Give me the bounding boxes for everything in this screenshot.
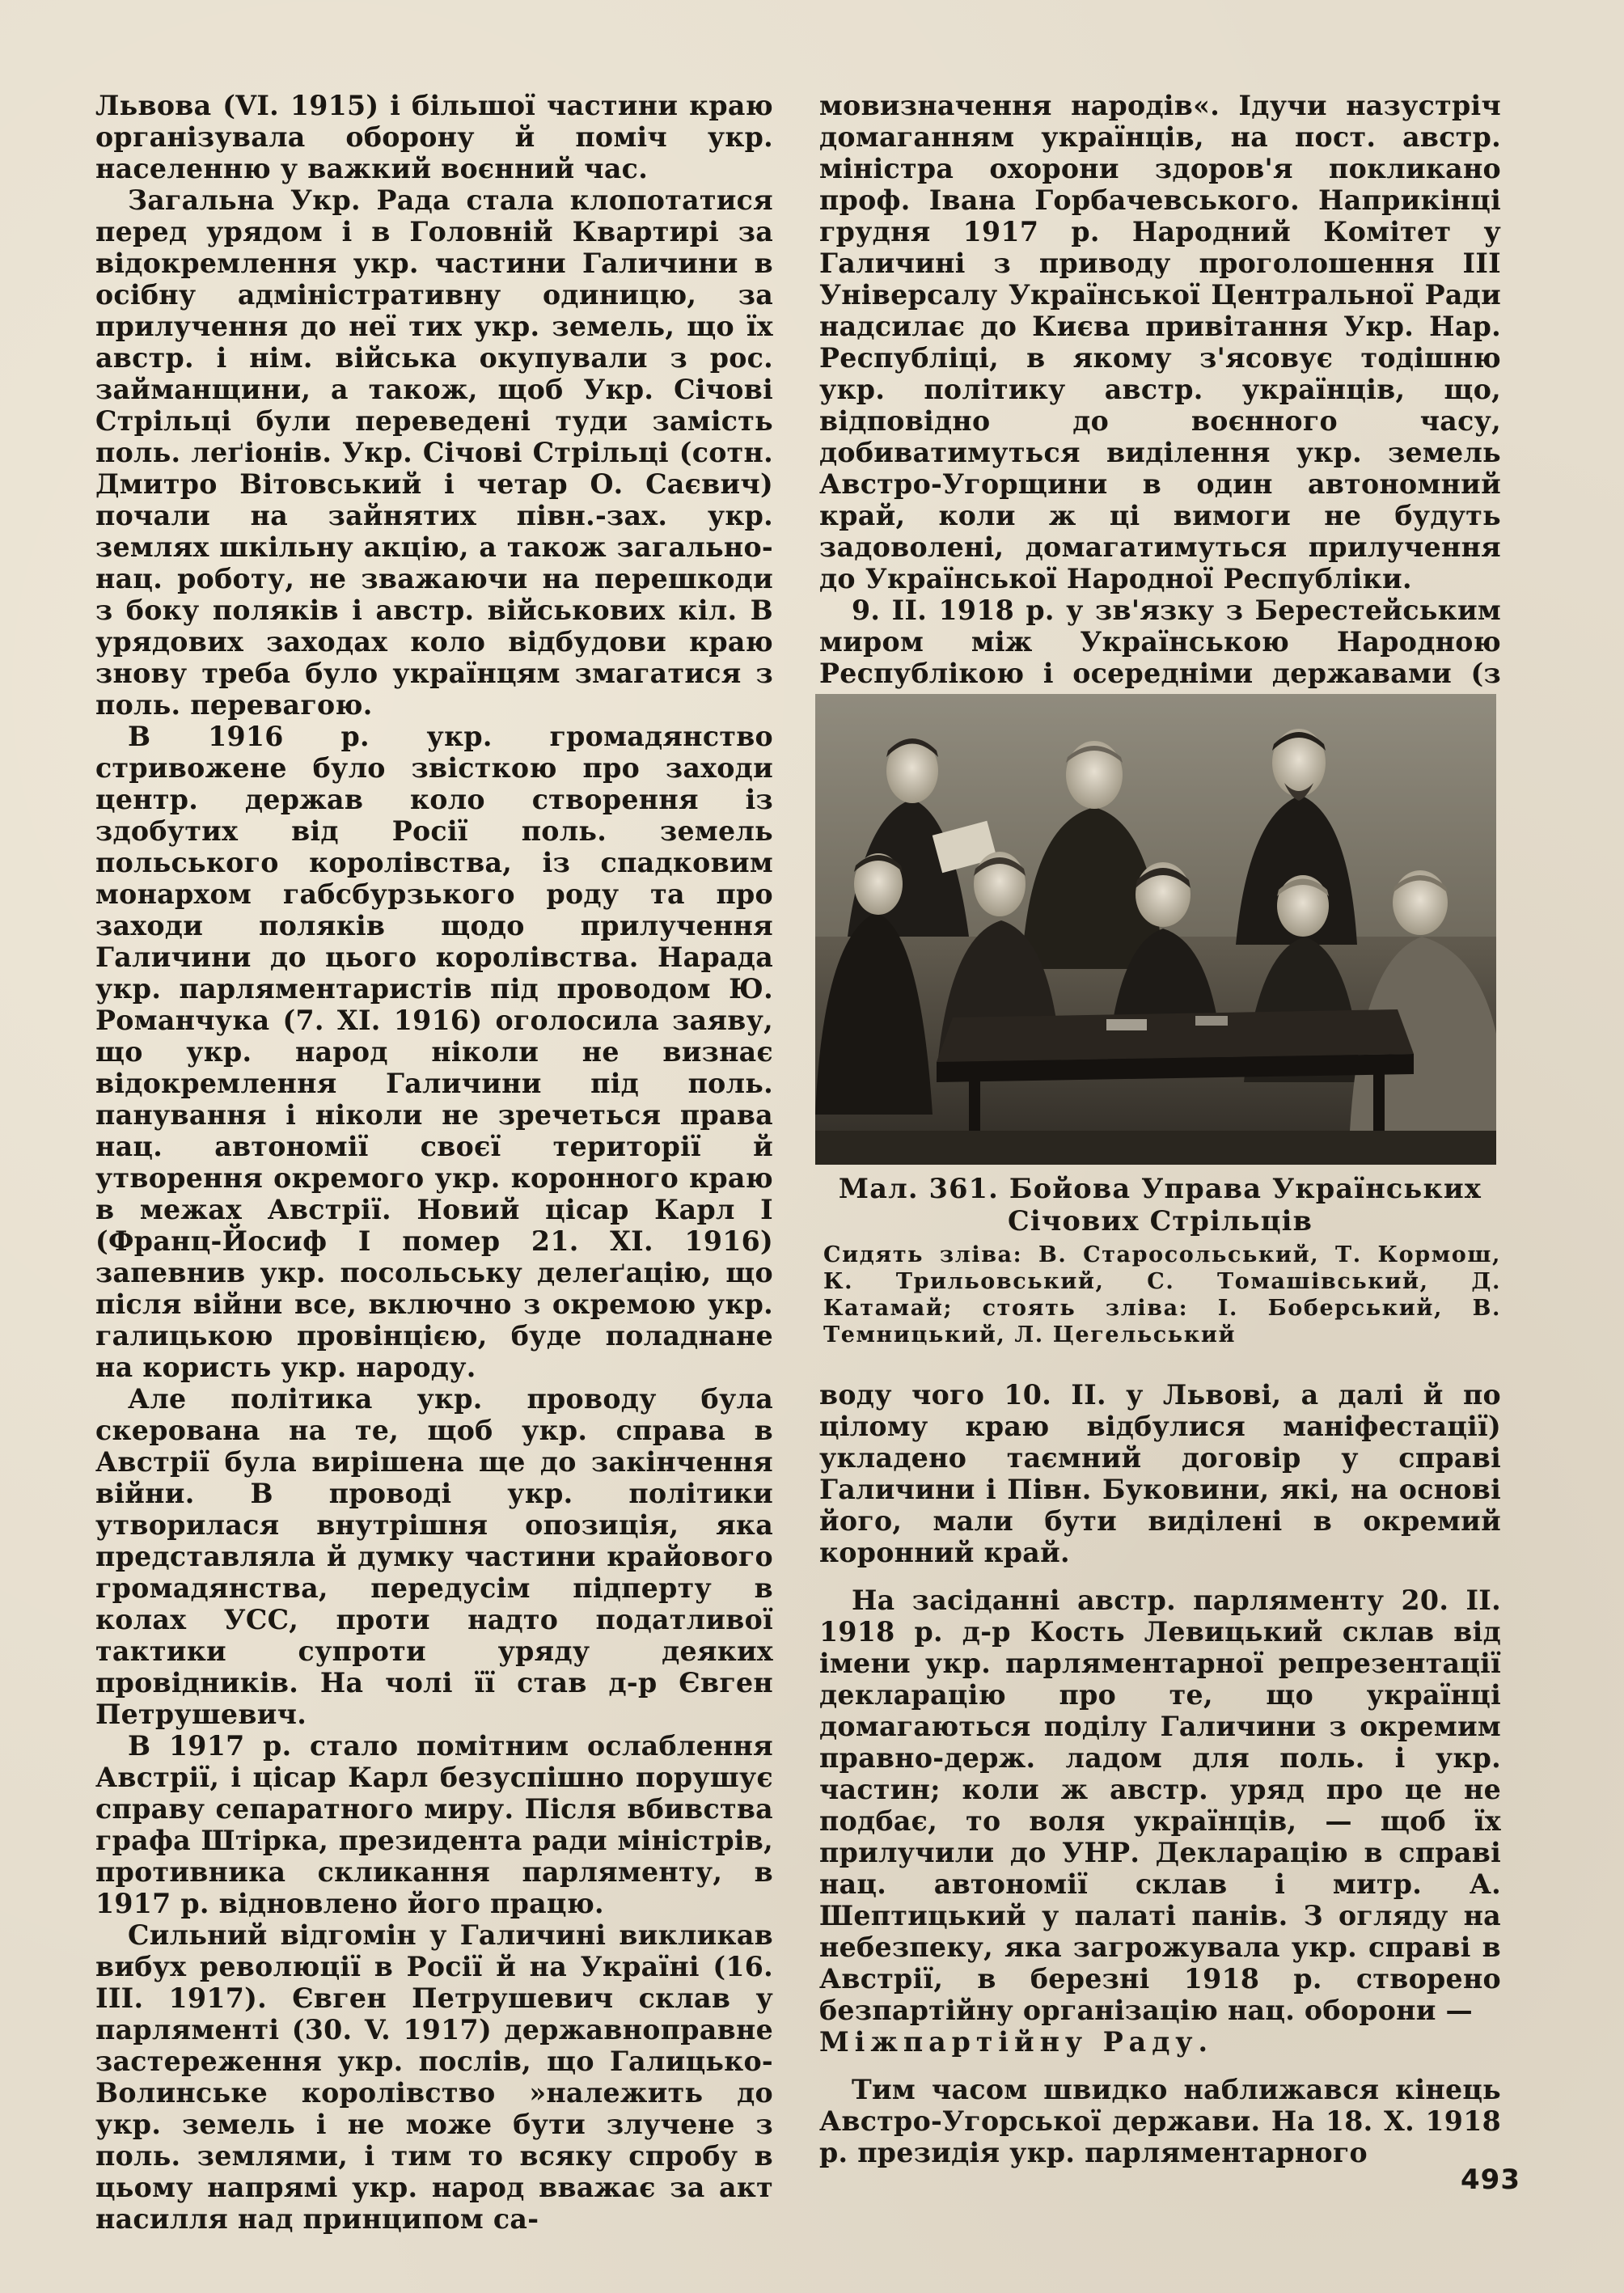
paragraph: Львова (VI. 1915) і більшої частини краю організувала оборону й поміч укр. населенню у важкий воєнний час. <box>95 90 773 184</box>
left-column <box>95 90 773 2235</box>
paragraph: Сильний відгомін у Галичині викликав вибух революції в Росії й на Україні (16. III. 1917). Євген Петрушевич склав у парляменті (30. V. 1917) державноправне застереження укр. послів, що Галицько-Волинське королівство »належить до укр. земель і не може бути злучене з поль. землями, і тим то всяку спробу в цьому напрямі укр. народ вважає за акт насилля над принципом са- <box>95 1919 773 2235</box>
paragraph: 9. II. 1918 р. у зв'язку з Берестейським миром між Українською Народною Республікою і осередніми державами (з <box>819 594 1501 689</box>
paragraph: В 1916 р. укр. громадянство стривожене було звісткою про заходи центр. держав коло створення із здобутих від Росії поль. земель польського королівства, із спадковим монархом габсбурзького роду та про заходи поляків щодо прилучення Галичини до цього королівства. Нарада укр. парляментаристів під проводом Ю. Романчука (7. XI. 1916) оголосила заяву, що укр. народ ніколи не визнає відокремлення Галичини під поль. панування і ніколи не зречеться права нац. автономії своєї території й утворення окремого укр. коронного краю в межах Австрії. Новий цісар Карл I (Франц-Йосиф I помер 21. XI. 1916) запевнив укр. посольську делеґацію, що після війни все, включно з окремою укр. галицькою провінцією, буде поладнане на користь укр. народу. <box>95 721 773 1383</box>
paragraph: Загальна Укр. Рада стала клопотатися перед урядом і в Головній Квартирі за відокремлення укр. частини Галичини в осібну адміністративну одиницю, за прилучення до неї тих укр. земель, що їх австр. і нім. війська окупували з рос. займанщини, а також, щоб Укр. Січові Стрільці були переведені туди замість поль. леґіонів. Укр. Січові Стрільці (сотн. Дмитро Вітовський і четар О. Саєвич) почали на зайнятих півн.-зах. укр. землях шкільну акцію, а також загально-нац. роботу, не зважаючи на перешкоди з боку поляків і австр. військових кіл. В урядових заходах коло відбудови краю знову треба було українцям змагатися з поль. перевагою. <box>95 184 773 721</box>
paragraph: Тим часом швидко наближався кінець Австро-Угорської держави. На 18. X. 1918 р. президія укр. парляментарного <box>819 2074 1501 2168</box>
right-column-top <box>819 90 1501 721</box>
paragraph: мовизначення народів«. Ідучи назустріч домаганням українців, на пост. австр. міністра охорони здоров'я покликано проф. Івана Горбачевського. Наприкінці грудня 1917 р. Народний Комітет у Галичині з приводу проголошення III Універсалу Української Центральної Ради надсилає до Києва привітання Укр. Нар. Республіці, в якому з'ясовує тодішню укр. політику австр. українців, що, відповідно до воєнного часу, добиватимуться виділення укр. земель Австро-Угорщини в один автономний край, коли ж ці вимоги не будуть задоволені, домагатимуться прилучення до Української Народної Республіки. <box>819 90 1501 594</box>
figure-caption-title: Мал. 361. Бойова Управа Українських Січових Стрільців <box>838 1173 1482 1237</box>
paragraph: Міжпартійну Раду. <box>819 2026 1214 2058</box>
standing-figures <box>848 729 1357 969</box>
group-photograph <box>815 694 1496 1165</box>
paragraph: воду чого 10. II. у Львові, а далі й по цілому краю відбулися маніфестації) укладено таємний договір у справі Галичини і Півн. Буковини, які, на основі його, мали бути виділені в окремий коронний край. <box>819 1379 1501 1568</box>
page-number: 493 <box>1461 2164 1520 2196</box>
figure-caption-text: Сидять зліва: В. Старосольський, Т. Кормош, К. Трильовський, С. Томашівський, Д. Катамай; стоять зліва: І. Боберський, В. Темницький, Л. Цегельський <box>823 1242 1501 1347</box>
paragraph: В 1917 р. стало помітним ослаблення Австрії, і цісар Карл безуспішно порушує справу сепаратного миру. Після вбивства графа Штірка, президента ради міністрів, противника скликання парляменту, в 1917 р. відновлено його працю. <box>95 1730 773 1919</box>
paragraph: На засіданні австр. парляменту 20. II. 1918 р. д-р Кость Левицький склав від імени укр. парляментарної репрезентації декларацію про те, що українці домагаються поділу Галичини з окремим правно-держ. ладом для поль. і укр. частин; коли ж австр. уряд про це не подбає, то воля українців, — щоб їх прилучили до УНР. Декларацію в справі нац. автономії склав і митр. А. Шептицький у палаті панів. З огляду на небезпеку, яка загрожувала укр. справі в Австрії, в березні 1918 р. створено безпартійну організацію нац. оборони — <box>819 1584 1501 2026</box>
right-column-bottom <box>819 1379 1501 2168</box>
paragraph: Але політика укр. проводу була скерована на те, щоб укр. справа в Австрії була вирішена ще до закінчення війни. В проводі укр. політики утворилася внутрішня опозиція, яка представляла й думку частини крайового громадянства, передусім підперту в колах УСС, проти надто податливої тактики супроти уряду деяких провідників. На чолі її став д-р Євген Петрушевич. <box>95 1383 773 1730</box>
photo-illustration <box>815 694 1496 1165</box>
